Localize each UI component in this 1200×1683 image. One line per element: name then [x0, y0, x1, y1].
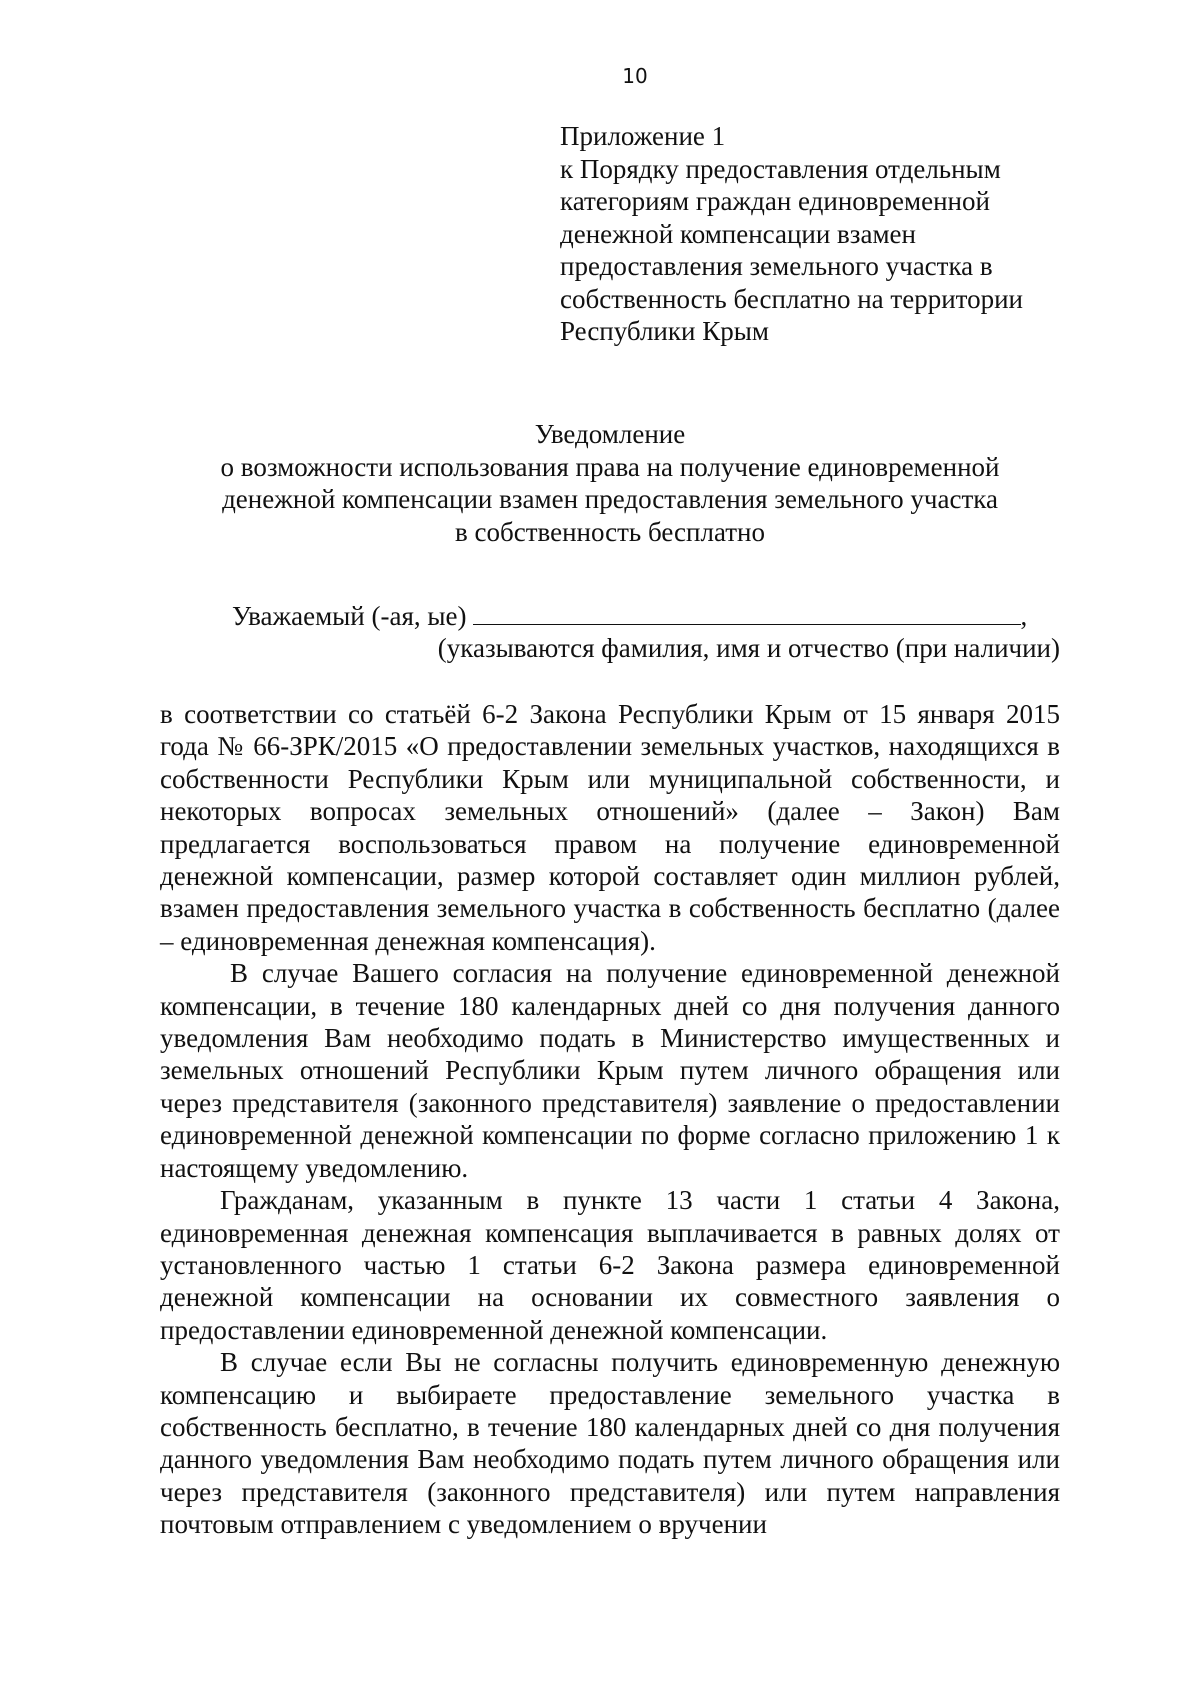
- appendix-line: категориям граждан единовременной: [560, 186, 990, 216]
- greeting-line: [232, 600, 1027, 632]
- greeting-label: Уважаемый (-ая, ые): [232, 601, 467, 631]
- notice-title-line: денежной компенсации взамен предоставления земельного участка: [222, 484, 998, 514]
- appendix-line: денежной компенсации взамен: [560, 218, 916, 249]
- greeting-comma: ,: [1020, 601, 1028, 631]
- notice-title: [150, 418, 1070, 548]
- appendix-header: [560, 120, 1080, 348]
- body-paragraph-2: В случае Вашего согласия на получение единовременной денежной компенсации, в течение 180 календарных дней со дня получения данного уведомления Вам необходимо подать в Министерство имущественных и земельных отношений Республики Крым путем личного обращения или через представителя (законного представителя) заявление о предоставлении единовременной денежной компенсации по форме согласно приложению 1 к настоящему уведомлению.: [160, 958, 1060, 1183]
- body-paragraph-1: в соответствии со статьёй 6-2 Закона Республики Крым от 15 января 2015 года № 66-ЗРК/2015 «О предоставлении земельных участков, находящихся в собственности Республики Крым или муниципальной собственности, и некоторых вопросах земельных отношений» (далее – Закон) Вам предлагается воспользоваться правом на получение единовременной денежной компенсации, размер которой составляет один миллион рублей, взамен предоставления земельного участка в собственность бесплатно (далее – единовременная денежная компенсация).: [160, 699, 1060, 956]
- appendix-line: собственность бесплатно на территории: [560, 283, 1023, 314]
- body-paragraph-4: В случае если Вы не согласны получить единовременную денежную компенсацию и выбираете предоставление земельного участка в собственность бесплатно, в течение 180 календарных дней со дня получения данного уведомления Вам необходимо подать путем личного обращения или через представителя (законного представителя) или путем направления почтовым отправлением с уведомлением о вручении: [160, 1347, 1060, 1540]
- notice-title-line: в собственность бесплатно: [455, 516, 765, 547]
- name-blank-field: [473, 602, 1021, 625]
- notice-title-line: о возможности использования права на получение единовременной: [220, 451, 1000, 482]
- notice-title-line: Уведомление: [534, 419, 686, 449]
- page-number: 10: [622, 64, 648, 88]
- body-text: [160, 698, 1060, 1541]
- greeting-note: (указываются фамилия, имя и отчество (при наличии): [437, 633, 1060, 663]
- body-paragraph-3: Гражданам, указанным в пункте 13 части 1 статьи 4 Закона, единовременная денежная компенсация выплачивается в равных долях от установленного частью 1 статьи 6-2 Закона размера единовременной денежной компенсации на основании их совместного заявления о предоставлении единовременной денежной компенсации.: [160, 1185, 1060, 1345]
- appendix-line: Республики Крым: [560, 316, 769, 346]
- appendix-line: предоставления земельного участка в: [560, 251, 993, 281]
- appendix-line: Приложение 1: [560, 121, 726, 151]
- appendix-line: к Порядку предоставления отдельным: [560, 153, 1001, 184]
